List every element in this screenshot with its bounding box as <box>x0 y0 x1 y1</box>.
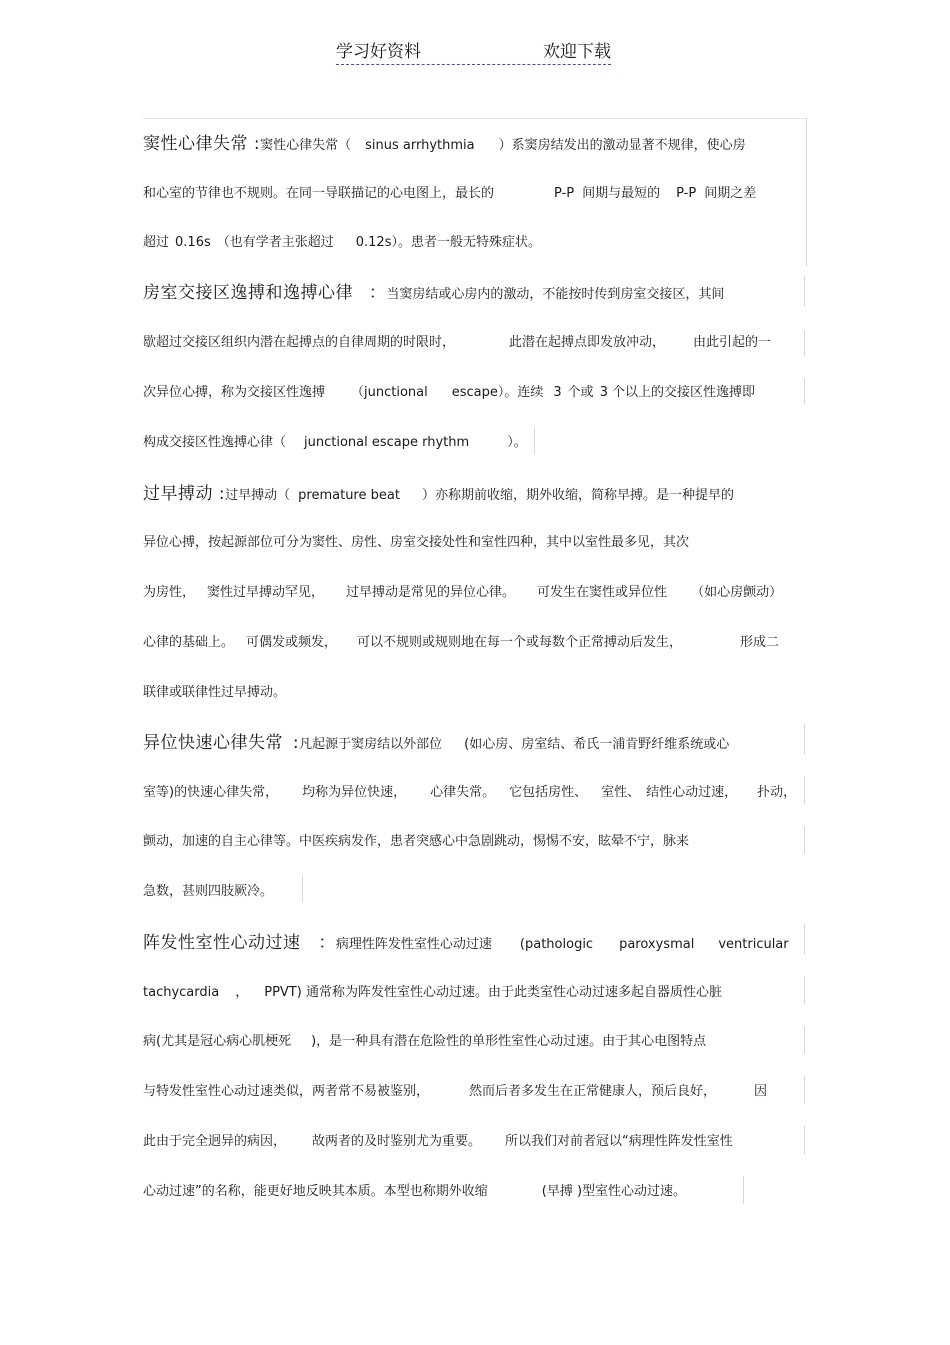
header-right-text: 欢迎下载 <box>543 42 611 62</box>
scan-edge <box>804 1126 805 1154</box>
section-line: 室等)的快速心律失常， 均称为异位快速， 心律失常。 它包括房性、 室性、 结性心动过速， 扑动， <box>143 785 797 800</box>
scan-edge <box>804 776 805 804</box>
section-line: 联律或联律性过早搏动。 <box>143 685 287 700</box>
section-line: 构成交接区性逸搏心律（ junctional escape rhythm ）。 <box>143 435 527 450</box>
section-title: 阵发性室性心动过速 <box>143 933 301 953</box>
scan-edge <box>804 924 805 954</box>
scan-edge <box>804 1076 805 1104</box>
section-line: 病(尤其是冠心病心肌梗死 )，是一种具有潜在危险性的单形性室性心动过速。由于其心电图特点 <box>143 1034 707 1049</box>
section-line: 为房性， 窦性过早搏动罕见， 过早搏动是常见的异位心律。 可发生在窦性或异位性 （如心房颤动） <box>143 585 783 600</box>
section-line: 阵发性室性心动过速 ：病理性阵发性室性心动过速 (pathologic paroxysmal ventricular <box>143 933 789 953</box>
scan-edge <box>804 826 805 854</box>
header-left-text: 学习好资料 <box>336 42 421 62</box>
section-title: 窦性心律失常 <box>143 134 248 154</box>
section-line: 和心室的节律也不规则。在同一导联描记的心电图上，最长的 P-P 间期与最短的 P-P 间期之差 <box>143 186 757 201</box>
section-line: 过早搏动 :过早搏动（ premature beat ）亦称期前收缩，期外收缩，简称早搏。是一种提早的 <box>143 484 734 504</box>
section-line: 心律的基础上。 可偶发或频发， 可以不规则或规则地在每一个或每数个正常搏动后发生， 形成二 <box>143 635 780 650</box>
section-line: 异位快速心律失常 :凡起源于窦房结以外部位 (如心房、房室结、希氏一浦肯野纤维系统或心 <box>143 733 730 753</box>
section-line: 此由于完全迥异的病因， 故两者的及时鉴别尤为重要。 所以我们对前者冠以“病理性阵发性室性 <box>143 1134 733 1149</box>
page-header <box>336 40 611 65</box>
section-title: 异位快速心律失常 <box>143 733 283 753</box>
section-line: 心动过速”的名称，能更好地反映其本质。本型也称期外收缩 (早搏 )型室性心动过速。 <box>143 1184 687 1199</box>
section-line: 歇超过交接区组织内潜在起搏点的自律周期的时限时， 此潜在起搏点即发放冲动， 由此引起的一 <box>143 335 772 350</box>
scan-edge <box>804 378 805 404</box>
scan-edge <box>804 276 805 306</box>
scan-edge <box>143 118 806 119</box>
scan-edge <box>534 428 535 454</box>
scan-edge <box>804 330 805 356</box>
scan-edge <box>302 876 303 902</box>
section-line: 急数，甚则四肢厥冷。 <box>143 884 274 899</box>
scan-edge <box>743 1176 744 1204</box>
section-title: 房室交接区逸搏和逸搏心律 <box>143 283 353 303</box>
section-line: 窦性心律失常 :窦性心律失常（ sinus arrhythmia ）系窦房结发出的激动显著不规律，使心房 <box>143 134 746 154</box>
scan-edge <box>804 976 805 1004</box>
section-line: 次异位心搏，称为交接区性逸搏 （junctional escape）。连续 3 个或 3 个以上的交接区性逸搏即 <box>143 385 755 400</box>
section-line: 异位心搏，按起源部位可分为窦性、房性、房室交接处性和室性四种，其中以室性最多见，其次 <box>143 535 690 550</box>
section-line: 超过 0.16s （也有学者主张超过 0.12s）。患者一般无特殊症状。 <box>143 235 541 250</box>
scan-edge <box>806 118 807 266</box>
section-title: 过早搏动 <box>143 484 213 504</box>
scan-edge <box>804 724 805 754</box>
section-line: 与特发性室性心动过速类似，两者常不易被鉴别， 然而后者多发生在正常健康人，预后良好， 因 <box>143 1084 768 1099</box>
section-line: tachycardia ， PPVT) 通常称为阵发性室性心动过速。由于此类室性心动过速多起自器质性心脏 <box>143 985 722 1000</box>
section-line: 房室交接区逸搏和逸搏心律 ：当窦房结或心房内的激动，不能按时传到房室交接区，其间 <box>143 283 725 303</box>
scan-edge <box>804 1026 805 1054</box>
section-line: 颤动，加速的自主心律等。中医疾病发作，患者突感心中急剧跳动，惕惕不安，眩晕不宁，脉来 <box>143 834 690 849</box>
